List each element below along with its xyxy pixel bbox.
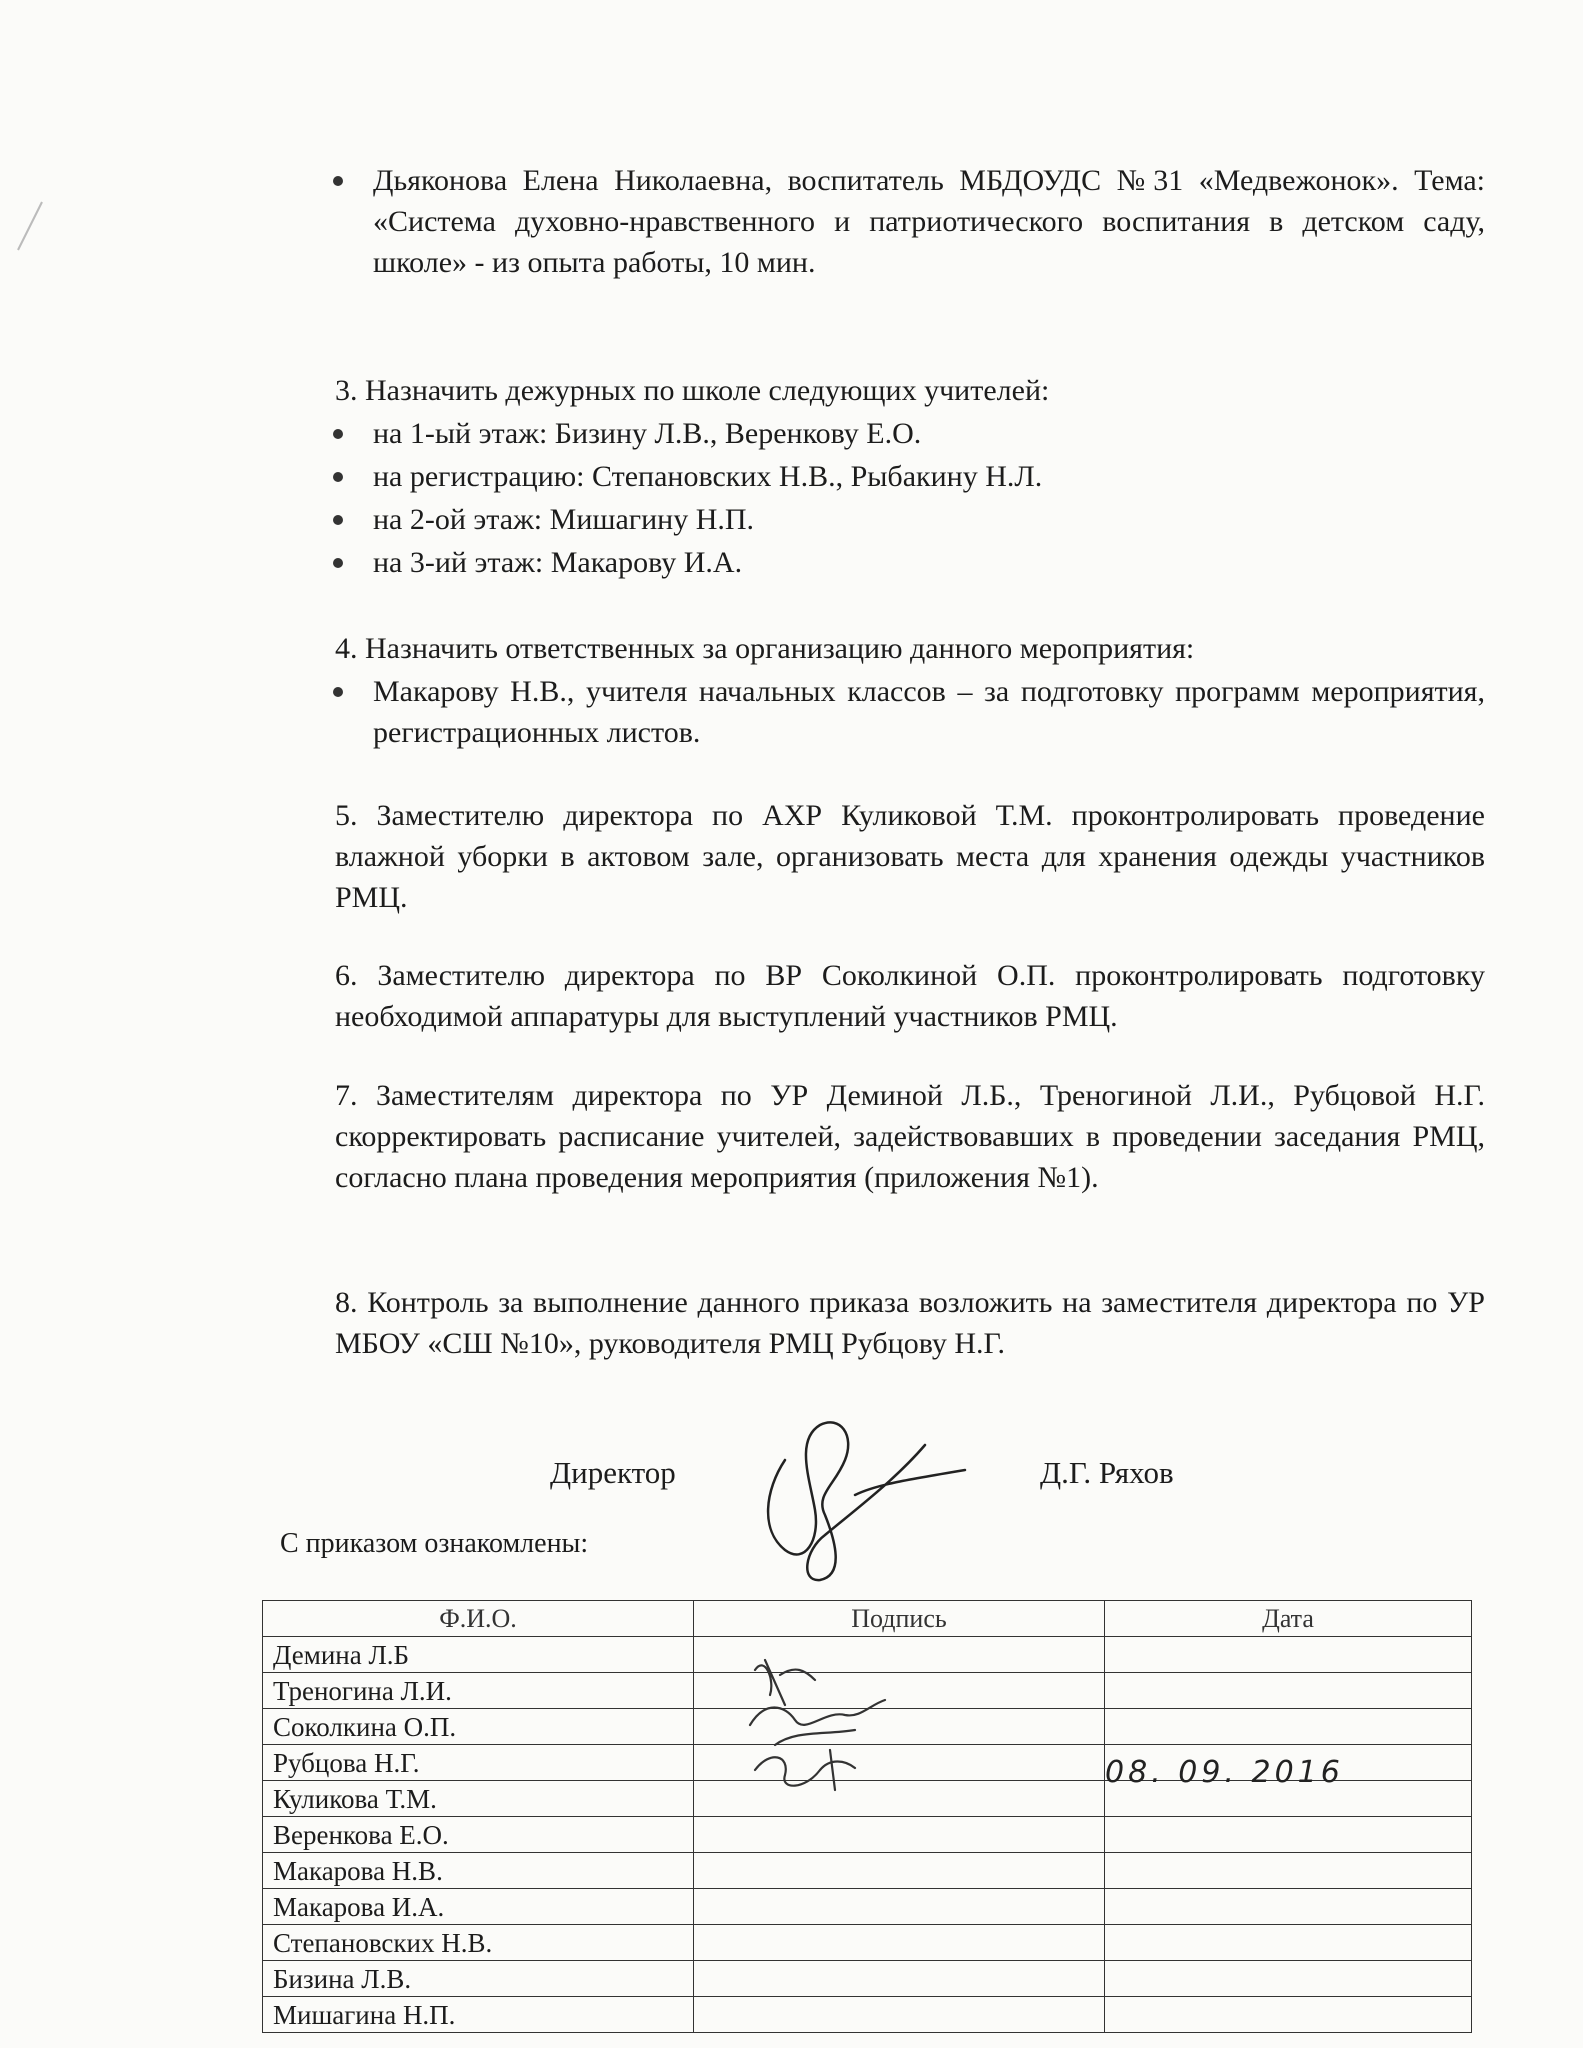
column-header-fio: Ф.И.О. bbox=[263, 1601, 694, 1637]
table-row bbox=[263, 1997, 1472, 2033]
table-cell-date bbox=[1105, 1817, 1472, 1853]
table-cell-name: Макарова И.А. bbox=[263, 1889, 694, 1925]
table-row bbox=[263, 1817, 1472, 1853]
table-cell-date bbox=[1105, 1889, 1472, 1925]
table-cell-date bbox=[1105, 1925, 1472, 1961]
item-4-block bbox=[335, 628, 1485, 753]
table-row bbox=[263, 1889, 1472, 1925]
scan-edge-mark bbox=[12, 200, 52, 260]
column-header-date: Дата bbox=[1105, 1601, 1472, 1637]
table-header-row bbox=[263, 1601, 1472, 1637]
table-cell-name: Мишагина Н.П. bbox=[263, 1997, 694, 2033]
item-3-block bbox=[335, 370, 1485, 583]
table-cell-name: Куликова Т.М. bbox=[263, 1781, 694, 1817]
table-cell-name: Рубцова Н.Г. bbox=[263, 1745, 694, 1781]
list-item: на 2-ой этаж: Мишагину Н.П. bbox=[335, 499, 1485, 540]
table-cell-date bbox=[1105, 1997, 1472, 2033]
table-row bbox=[263, 1961, 1472, 1997]
director-signature-row bbox=[0, 1455, 1583, 1575]
list-item: на 3-ий этаж: Макарову И.А. bbox=[335, 542, 1485, 583]
column-header-signature: Подпись bbox=[694, 1601, 1105, 1637]
list-item: Макарову Н.В., учителя начальных классов – за подготовку программ мероприятия, регистрационных листов. bbox=[335, 671, 1485, 753]
handwritten-date: 08. 09. 2016 bbox=[1105, 1755, 1344, 1790]
table-cell-signature bbox=[694, 1853, 1105, 1889]
table-cell-signature bbox=[694, 1889, 1105, 1925]
table-cell-name: Веренкова Е.О. bbox=[263, 1817, 694, 1853]
table-cell-date bbox=[1105, 1709, 1472, 1745]
table-cell-signature bbox=[694, 1817, 1105, 1853]
item-4-heading: 4. Назначить ответственных за организацию данного мероприятия: bbox=[335, 632, 1195, 665]
table-row bbox=[263, 1853, 1472, 1889]
table-cell-signature bbox=[694, 1961, 1105, 1997]
table-cell-name: Демина Л.Б bbox=[263, 1637, 694, 1673]
list-item: на 1-ый этаж: Бизину Л.В., Веренкову Е.О. bbox=[335, 413, 1485, 454]
item-6-paragraph: 6. Заместителю директора по ВР Соколкиной О.П. проконтролировать подготовку необходимой аппаратуры для выступлений участников РМЦ. bbox=[335, 959, 1485, 1033]
table-cell-name: Макарова Н.В. bbox=[263, 1853, 694, 1889]
table-cell-date bbox=[1105, 1853, 1472, 1889]
list-item: Дьяконова Елена Николаевна, воспитатель МБДОУДС №31 «Медвежонок». Тема: «Система духовно-нравственного и патриотического воспитания в детском саду, школе» - из опыта работы, 10 мин. bbox=[335, 160, 1485, 283]
table-cell-signature bbox=[694, 1925, 1105, 1961]
acknowledgement-label: С приказом ознакомлены: bbox=[280, 1528, 589, 1559]
list-item: на регистрацию: Степановских Н.В., Рыбакину Н.Л. bbox=[335, 456, 1485, 497]
table-cell-name: Степановских Н.В. bbox=[263, 1925, 694, 1961]
table-cell-name: Треногина Л.И. bbox=[263, 1673, 694, 1709]
table-cell-date bbox=[1105, 1637, 1472, 1673]
item-3-heading: 3. Назначить дежурных по школе следующих учителей: bbox=[335, 374, 1050, 407]
bullet-block-presenter bbox=[335, 160, 1485, 283]
item-8-paragraph: 8. Контроль за выполнение данного приказа возложить на заместителя директора по УР МБОУ «СШ №10», руководителя РМЦ Рубцову Н.Г. bbox=[335, 1286, 1485, 1360]
item-5-paragraph: 5. Заместителю директора по АХР Куликовой Т.М. проконтролировать проведение влажной уборки в актовом зале, организовать места для хранения одежды участников РМЦ. bbox=[335, 799, 1485, 914]
table-cell-date bbox=[1105, 1673, 1472, 1709]
table-cell-name: Бизина Л.В. bbox=[263, 1961, 694, 1997]
handwritten-initials-signatures bbox=[735, 1650, 895, 1800]
director-role: Директор bbox=[550, 1455, 676, 1490]
director-signature-graphic bbox=[745, 1400, 975, 1590]
table-cell-date bbox=[1105, 1961, 1472, 1997]
table-cell-name: Соколкина О.П. bbox=[263, 1709, 694, 1745]
table-cell-signature bbox=[694, 1997, 1105, 2033]
table-row bbox=[263, 1925, 1472, 1961]
director-name: Д.Г. Ряхов bbox=[1040, 1455, 1174, 1490]
item-7-paragraph: 7. Заместителям директора по УР Деминой Л.Б., Треногиной Л.И., Рубцовой Н.Г. скорректировать расписание учителей, задействовавших в проведении заседания РМЦ, согласно плана проведения мероприятия (приложения №1). bbox=[335, 1079, 1485, 1194]
